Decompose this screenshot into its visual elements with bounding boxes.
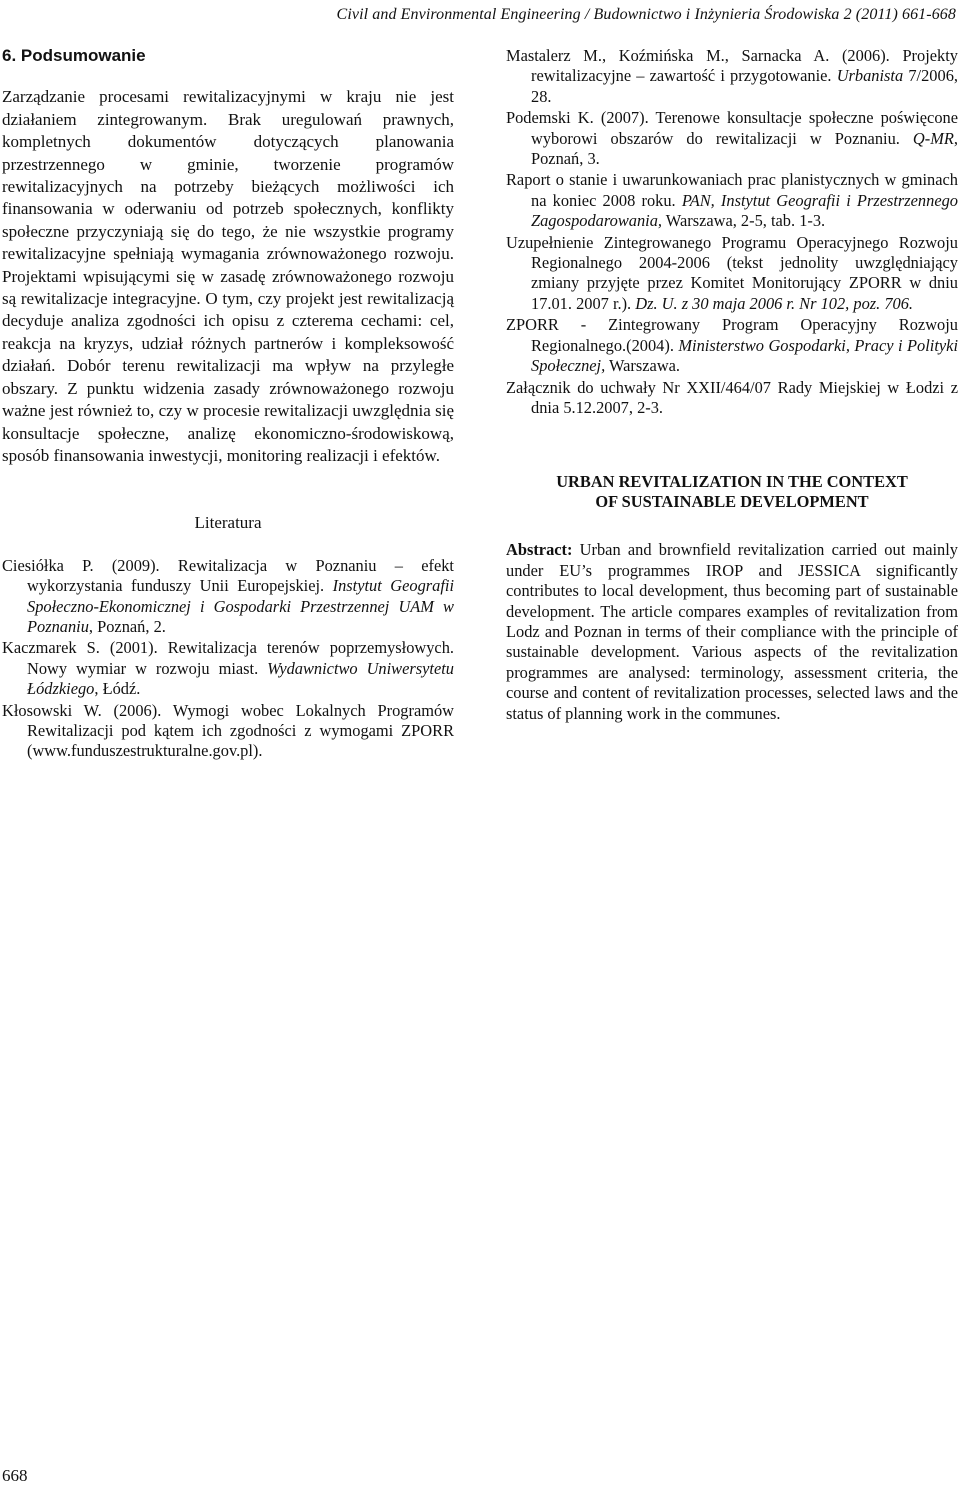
summary-paragraph: Zarządzanie procesami rewitalizacyjnymi w kraju nie jest działaniem zintegrowanym. Brak uregulowań prawnych, kompletnych dokumentów dotyczących planowania przestrzennego w gminie, tworzenie programów rewitalizacyjnych na potrzeby bieżących możliwości ich finansowania w oderwaniu od potrzeb społecznych, konflikty społeczne przyczyniają się do tego, że nie wszystkie programy rewitalizacyjne spełniają wymagania zrównoważonego rozwoju. Projektami wpisującymi się w zasadę zrównoważonego rozwoju są rewitalizacje integracyjne. O tym, czy projekt jest rewitalizacją decyduje analiza zgodności ich opisu z czterema cechami: cel, reakcja na kryzys, udział różnych partnerów i kompleksowość działań. Dobór terenu rewitalizacji ma wpływ na przyległe obszary. Z punktu widzenia zasady zrównoważonego rozwoju ważne jest również to, czy w procesie rewitalizacji uwzględnia się konsultacje społeczne, analizę ekonomiczno-środowiskową, sposób finansowania inwestycji, monitoring realizacji i efektów. (2, 87, 454, 465)
reference-item: Raport o stanie i uwarunkowaniach prac planistycznych w gminach na koniec 2008 roku. PAN, Instytut Geografii i Przestrzennego Zagospodarowania, Warszawa, 2-5, tab. 1-3. (506, 170, 958, 231)
reference-item: Podemski K. (2007). Terenowe konsultacje społeczne poświęcone wyborowi obszarów do rewitalizacji w Poznaniu. Q-MR, Poznań, 3. (506, 108, 958, 169)
reference-item: ZPORR - Zintegrowany Program Operacyjny Rozwoju Regionalnego.(2004). Ministerstwo Gospodarki, Pracy i Polityki Społecznej, Warszawa. (506, 315, 958, 376)
reference-item: Uzupełnienie Zintegrowanego Programu Operacyjnego Rozwoju Regionalnego 2004-2006 (tekst jednolity uwzględniający zmiany przyjęte przez Komitet Monitorujący ZPORR w dniu 17.01. 2007 r.). Dz. U. z 30 maja 2006 r. Nr 102, poz. 706. (506, 232, 958, 313)
right-column (506, 46, 958, 724)
reference-item: Załącznik do uchwały Nr XXII/464/07 Rady Miejskiej w Łodzi z dnia 5.12.2007, 2-3. (506, 377, 958, 417)
literature-heading: Literatura (194, 513, 262, 533)
reference-item: Kaczmarek S. (2001). Rewitalizacja terenów poprzemysłowych. Nowy wymiar w rozwoju miast. Wydawnictwo Uniwersytetu Łódzkiego, Łódź. (2, 638, 455, 699)
reference-item: Mastalerz M., Koźmińska M., Sarnacka A. (2006). Projekty rewitalizacyjne – zawartość i przygotowanie. Urbanista 7/2006, 28. (506, 46, 958, 106)
english-title: URBAN REVITALIZATION IN THE CONTEXT OF SUSTAINABLE DEVELOPMENT (556, 472, 908, 512)
abstract-paragraph: Abstract: Urban and brownfield revitalization carried out mainly under EU’s programmes IROP and JESSICA significantly contributes to local development, thus becoming part of sustainable development. The article compares examples of revitalization from Lodz and Poznan in terms of their compliance with the principle of sustainable development. Various aspects of the revitalization programmes are analysed: terminology, assessment criteria, the course and content of revitalization processes, selected laws and the status of planning work in the communes. (506, 540, 958, 723)
reference-item: Kłosowski W. (2006). Wymogi wobec Lokalnych Programów Rewitalizacji pod kątem ich zgodności z wymogami ZPORR (www.funduszestrukturalne.gov.pl). (2, 700, 454, 761)
page-number: 668 (2, 1466, 28, 1485)
abstract-label: Abstract: (506, 540, 573, 560)
running-header: Civil and Environmental Engineering / Budownictwo i Inżynieria Środowiska 2 (2011) 661-668 (336, 6, 956, 23)
section-title: 6. Podsumowanie (2, 46, 146, 65)
reference-item: Ciesiółka P. (2009). Rewitalizacja w Poznaniu – efekt wykorzystania funduszy Unii Europejskiej. Instytut Geografii Społeczno-Ekonomicznej i Gospodarki Przestrzennej UAM w Poznaniu, Poznań, 2. (2, 555, 455, 636)
left-column (2, 46, 454, 763)
